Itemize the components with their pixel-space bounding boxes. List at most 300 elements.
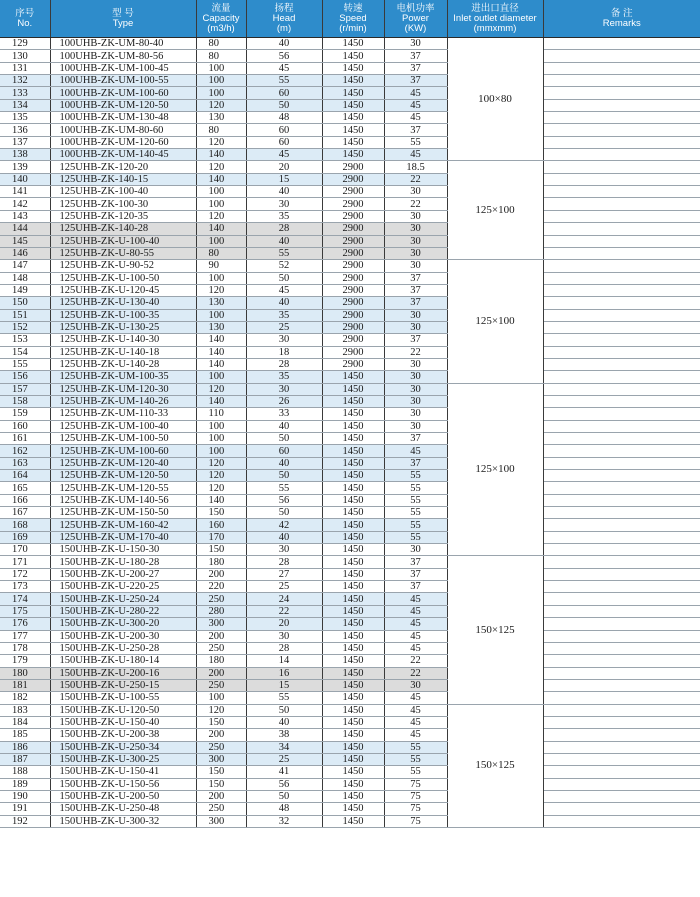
row-power: 45 [384, 716, 447, 728]
row-capacity: 100 [196, 235, 246, 247]
row-remarks [543, 445, 700, 457]
row-head: 28 [246, 642, 322, 654]
row-power: 30 [384, 223, 447, 235]
row-remarks [543, 198, 700, 210]
row-speed: 2900 [322, 297, 384, 309]
row-no: 184 [0, 716, 50, 728]
table-row [0, 568, 700, 580]
row-remarks [543, 346, 700, 358]
row-no: 175 [0, 605, 50, 617]
row-head: 15 [246, 173, 322, 185]
row-power: 30 [384, 210, 447, 222]
row-remarks [543, 790, 700, 802]
row-head: 55 [246, 247, 322, 259]
row-remarks [543, 297, 700, 309]
row-power: 22 [384, 655, 447, 667]
row-power: 22 [384, 346, 447, 358]
row-no: 140 [0, 173, 50, 185]
row-no: 147 [0, 260, 50, 272]
row-capacity: 120 [196, 136, 246, 148]
row-no: 164 [0, 470, 50, 482]
row-speed: 2900 [322, 223, 384, 235]
row-type: 100UHB-ZK-UM-100-45 [50, 62, 196, 74]
row-no: 177 [0, 630, 50, 642]
row-remarks [543, 371, 700, 383]
row-speed: 2900 [322, 346, 384, 358]
table-row [0, 272, 700, 284]
table-row [0, 38, 700, 50]
row-speed: 1450 [322, 395, 384, 407]
row-capacity: 170 [196, 531, 246, 543]
row-no: 146 [0, 247, 50, 259]
table-body [0, 38, 700, 828]
table-row [0, 247, 700, 259]
row-power: 30 [384, 309, 447, 321]
row-capacity: 140 [196, 149, 246, 161]
row-capacity: 120 [196, 383, 246, 395]
row-capacity: 280 [196, 605, 246, 617]
row-head: 15 [246, 679, 322, 691]
row-power: 37 [384, 568, 447, 580]
row-head: 40 [246, 420, 322, 432]
row-speed: 2900 [322, 186, 384, 198]
table-row [0, 62, 700, 74]
table-row [0, 124, 700, 136]
table-row [0, 766, 700, 778]
table-row [0, 334, 700, 346]
row-head: 33 [246, 408, 322, 420]
row-head: 35 [246, 210, 322, 222]
row-speed: 1450 [322, 692, 384, 704]
row-remarks [543, 556, 700, 568]
row-speed: 1450 [322, 531, 384, 543]
diameter-group-cell: 125×100 [447, 260, 543, 383]
row-capacity: 150 [196, 507, 246, 519]
row-head: 38 [246, 729, 322, 741]
table-row [0, 136, 700, 148]
row-type: 150UHB-ZK-U-300-20 [50, 618, 196, 630]
header-remarks: 备 注 Remarks [543, 0, 700, 38]
row-head: 50 [246, 790, 322, 802]
row-power: 30 [384, 383, 447, 395]
table-row [0, 408, 700, 420]
row-remarks [543, 581, 700, 593]
row-no: 156 [0, 371, 50, 383]
row-type: 125UHB-ZK-120-20 [50, 161, 196, 173]
table-row [0, 371, 700, 383]
row-head: 45 [246, 62, 322, 74]
row-head: 40 [246, 531, 322, 543]
row-no: 180 [0, 667, 50, 679]
row-no: 144 [0, 223, 50, 235]
row-speed: 2900 [322, 210, 384, 222]
row-type: 150UHB-ZK-U-200-50 [50, 790, 196, 802]
row-type: 125UHB-ZK-U-130-25 [50, 321, 196, 333]
row-capacity: 120 [196, 161, 246, 173]
row-capacity: 100 [196, 75, 246, 87]
row-no: 131 [0, 62, 50, 74]
row-head: 55 [246, 75, 322, 87]
row-remarks [543, 309, 700, 321]
row-capacity: 250 [196, 741, 246, 753]
row-power: 55 [384, 753, 447, 765]
row-no: 130 [0, 50, 50, 62]
row-speed: 1450 [322, 778, 384, 790]
row-no: 181 [0, 679, 50, 691]
row-no: 172 [0, 568, 50, 580]
row-capacity: 120 [196, 482, 246, 494]
row-capacity: 300 [196, 618, 246, 630]
row-capacity: 100 [196, 433, 246, 445]
row-remarks [543, 470, 700, 482]
row-speed: 1450 [322, 618, 384, 630]
row-power: 30 [384, 260, 447, 272]
row-no: 186 [0, 741, 50, 753]
table-row [0, 618, 700, 630]
row-remarks [543, 235, 700, 247]
table-row [0, 741, 700, 753]
row-speed: 2900 [322, 247, 384, 259]
row-capacity: 200 [196, 568, 246, 580]
row-no: 188 [0, 766, 50, 778]
row-capacity: 120 [196, 284, 246, 296]
row-remarks [543, 667, 700, 679]
row-type: 150UHB-ZK-U-180-14 [50, 655, 196, 667]
row-remarks [543, 284, 700, 296]
row-capacity: 300 [196, 815, 246, 827]
row-type: 150UHB-ZK-U-200-27 [50, 568, 196, 580]
row-capacity: 120 [196, 210, 246, 222]
table-row [0, 790, 700, 802]
row-capacity: 220 [196, 581, 246, 593]
header-speed: 转速 Speed (r/min) [322, 0, 384, 38]
row-no: 132 [0, 75, 50, 87]
row-type: 125UHB-ZK-UM-120-50 [50, 470, 196, 482]
row-type: 125UHB-ZK-UM-100-40 [50, 420, 196, 432]
row-no: 152 [0, 321, 50, 333]
row-head: 42 [246, 519, 322, 531]
table-row [0, 593, 700, 605]
row-head: 34 [246, 741, 322, 753]
table-row [0, 630, 700, 642]
row-remarks [543, 494, 700, 506]
row-capacity: 180 [196, 556, 246, 568]
row-capacity: 100 [196, 272, 246, 284]
row-head: 50 [246, 470, 322, 482]
row-remarks [543, 593, 700, 605]
row-no: 158 [0, 395, 50, 407]
row-capacity: 100 [196, 309, 246, 321]
row-remarks [543, 62, 700, 74]
table-row [0, 815, 700, 827]
row-remarks [543, 655, 700, 667]
row-power: 30 [384, 235, 447, 247]
row-head: 26 [246, 395, 322, 407]
row-type: 125UHB-ZK-UM-140-26 [50, 395, 196, 407]
row-head: 50 [246, 272, 322, 284]
row-capacity: 100 [196, 87, 246, 99]
row-no: 171 [0, 556, 50, 568]
row-no: 136 [0, 124, 50, 136]
row-head: 32 [246, 815, 322, 827]
table-row [0, 704, 700, 716]
row-capacity: 250 [196, 803, 246, 815]
table-row [0, 260, 700, 272]
row-head: 60 [246, 124, 322, 136]
table-row [0, 149, 700, 161]
row-capacity: 120 [196, 99, 246, 111]
table-row [0, 581, 700, 593]
table-row [0, 494, 700, 506]
row-type: 100UHB-ZK-UM-100-55 [50, 75, 196, 87]
table-row [0, 173, 700, 185]
row-head: 25 [246, 753, 322, 765]
row-speed: 1450 [322, 655, 384, 667]
row-head: 30 [246, 630, 322, 642]
row-no: 135 [0, 112, 50, 124]
row-remarks [543, 482, 700, 494]
row-remarks [543, 420, 700, 432]
row-type: 150UHB-ZK-U-220-25 [50, 581, 196, 593]
row-no: 179 [0, 655, 50, 667]
row-no: 167 [0, 507, 50, 519]
row-capacity: 200 [196, 630, 246, 642]
row-speed: 1450 [322, 433, 384, 445]
row-power: 75 [384, 815, 447, 827]
row-power: 45 [384, 149, 447, 161]
table-row [0, 445, 700, 457]
row-power: 75 [384, 803, 447, 815]
row-type: 100UHB-ZK-UM-140-45 [50, 149, 196, 161]
row-type: 150UHB-ZK-U-150-56 [50, 778, 196, 790]
row-remarks [543, 815, 700, 827]
row-head: 28 [246, 556, 322, 568]
row-capacity: 140 [196, 346, 246, 358]
row-power: 45 [384, 692, 447, 704]
table-row [0, 778, 700, 790]
row-head: 40 [246, 457, 322, 469]
row-no: 161 [0, 433, 50, 445]
row-capacity: 140 [196, 395, 246, 407]
row-speed: 1450 [322, 371, 384, 383]
row-remarks [543, 544, 700, 556]
row-head: 25 [246, 321, 322, 333]
row-power: 45 [384, 605, 447, 617]
row-power: 18.5 [384, 161, 447, 173]
row-remarks [543, 568, 700, 580]
row-power: 55 [384, 470, 447, 482]
table-row [0, 321, 700, 333]
row-no: 163 [0, 457, 50, 469]
row-speed: 1450 [322, 519, 384, 531]
row-power: 22 [384, 667, 447, 679]
row-type: 125UHB-ZK-140-28 [50, 223, 196, 235]
row-power: 37 [384, 284, 447, 296]
row-no: 154 [0, 346, 50, 358]
row-remarks [543, 112, 700, 124]
row-power: 37 [384, 334, 447, 346]
row-power: 30 [384, 679, 447, 691]
row-no: 174 [0, 593, 50, 605]
table-row [0, 692, 700, 704]
row-head: 56 [246, 778, 322, 790]
row-capacity: 120 [196, 704, 246, 716]
row-head: 30 [246, 544, 322, 556]
row-remarks [543, 433, 700, 445]
table-row [0, 470, 700, 482]
row-type: 150UHB-ZK-U-180-28 [50, 556, 196, 568]
row-speed: 1450 [322, 470, 384, 482]
row-remarks [543, 753, 700, 765]
row-remarks [543, 173, 700, 185]
row-remarks [543, 124, 700, 136]
row-head: 55 [246, 482, 322, 494]
row-remarks [543, 704, 700, 716]
header-capacity: 流量 Capacity (m3/h) [196, 0, 246, 38]
row-power: 30 [384, 420, 447, 432]
row-no: 149 [0, 284, 50, 296]
table-row [0, 99, 700, 111]
diameter-group-cell: 125×100 [447, 161, 543, 260]
diameter-group-cell: 125×100 [447, 383, 543, 556]
diameter-group-cell: 100×80 [447, 38, 543, 161]
row-no: 168 [0, 519, 50, 531]
row-type: 150UHB-ZK-U-150-30 [50, 544, 196, 556]
row-no: 148 [0, 272, 50, 284]
table-row [0, 284, 700, 296]
row-remarks [543, 408, 700, 420]
row-type: 125UHB-ZK-UM-120-30 [50, 383, 196, 395]
row-speed: 2900 [322, 321, 384, 333]
row-capacity: 100 [196, 186, 246, 198]
row-no: 178 [0, 642, 50, 654]
row-head: 56 [246, 50, 322, 62]
row-remarks [543, 679, 700, 691]
row-capacity: 150 [196, 766, 246, 778]
row-power: 30 [384, 408, 447, 420]
row-head: 24 [246, 593, 322, 605]
row-remarks [543, 321, 700, 333]
row-power: 55 [384, 136, 447, 148]
row-speed: 1450 [322, 50, 384, 62]
header-head: 扬程 Head (m) [246, 0, 322, 38]
row-capacity: 120 [196, 470, 246, 482]
row-speed: 2900 [322, 173, 384, 185]
row-speed: 1450 [322, 704, 384, 716]
row-power: 45 [384, 704, 447, 716]
table-row [0, 655, 700, 667]
row-type: 150UHB-ZK-U-300-32 [50, 815, 196, 827]
table-row [0, 556, 700, 568]
row-speed: 1450 [322, 729, 384, 741]
row-remarks [543, 161, 700, 173]
row-remarks [543, 136, 700, 148]
row-power: 45 [384, 99, 447, 111]
row-head: 50 [246, 507, 322, 519]
row-capacity: 80 [196, 124, 246, 136]
diameter-group-cell: 150×125 [447, 704, 543, 827]
row-type: 125UHB-ZK-UM-160-42 [50, 519, 196, 531]
row-remarks [543, 358, 700, 370]
row-capacity: 150 [196, 778, 246, 790]
row-power: 37 [384, 297, 447, 309]
row-no: 151 [0, 309, 50, 321]
row-speed: 1450 [322, 149, 384, 161]
row-head: 50 [246, 433, 322, 445]
row-type: 125UHB-ZK-UM-100-60 [50, 445, 196, 457]
row-power: 37 [384, 433, 447, 445]
row-head: 40 [246, 716, 322, 728]
header-diameter: 进出口直径 Inlet outlet diameter (mmxmm) [447, 0, 543, 38]
table-row [0, 667, 700, 679]
row-type: 150UHB-ZK-U-250-48 [50, 803, 196, 815]
row-power: 75 [384, 790, 447, 802]
row-speed: 2900 [322, 334, 384, 346]
row-speed: 2900 [322, 235, 384, 247]
row-no: 145 [0, 235, 50, 247]
row-speed: 1450 [322, 494, 384, 506]
row-speed: 1450 [322, 605, 384, 617]
row-capacity: 250 [196, 679, 246, 691]
row-power: 55 [384, 519, 447, 531]
row-speed: 1450 [322, 408, 384, 420]
row-capacity: 140 [196, 334, 246, 346]
row-power: 30 [384, 371, 447, 383]
row-type: 100UHB-ZK-UM-80-40 [50, 38, 196, 50]
row-speed: 1450 [322, 445, 384, 457]
row-capacity: 200 [196, 667, 246, 679]
row-type: 125UHB-ZK-UM-120-40 [50, 457, 196, 469]
row-head: 60 [246, 136, 322, 148]
row-remarks [543, 692, 700, 704]
diameter-group-cell: 150×125 [447, 556, 543, 704]
row-type: 150UHB-ZK-U-150-40 [50, 716, 196, 728]
row-speed: 1450 [322, 790, 384, 802]
row-type: 125UHB-ZK-UM-100-50 [50, 433, 196, 445]
row-no: 134 [0, 99, 50, 111]
row-speed: 1450 [322, 136, 384, 148]
row-head: 18 [246, 346, 322, 358]
row-no: 182 [0, 692, 50, 704]
row-capacity: 130 [196, 321, 246, 333]
row-power: 37 [384, 581, 447, 593]
table-header-row [0, 0, 700, 38]
row-remarks [543, 642, 700, 654]
row-remarks [543, 618, 700, 630]
row-no: 191 [0, 803, 50, 815]
row-power: 22 [384, 173, 447, 185]
table-row [0, 210, 700, 222]
row-head: 60 [246, 87, 322, 99]
row-speed: 2900 [322, 309, 384, 321]
row-head: 25 [246, 581, 322, 593]
row-head: 40 [246, 186, 322, 198]
row-head: 40 [246, 297, 322, 309]
row-type: 100UHB-ZK-UM-130-48 [50, 112, 196, 124]
row-speed: 1450 [322, 766, 384, 778]
table-row [0, 198, 700, 210]
row-head: 27 [246, 568, 322, 580]
row-type: 125UHB-ZK-U-120-45 [50, 284, 196, 296]
row-speed: 1450 [322, 99, 384, 111]
row-no: 160 [0, 420, 50, 432]
row-head: 30 [246, 198, 322, 210]
row-type: 125UHB-ZK-UM-150-50 [50, 507, 196, 519]
row-speed: 1450 [322, 679, 384, 691]
row-type: 100UHB-ZK-UM-100-60 [50, 87, 196, 99]
row-power: 30 [384, 321, 447, 333]
row-power: 37 [384, 556, 447, 568]
